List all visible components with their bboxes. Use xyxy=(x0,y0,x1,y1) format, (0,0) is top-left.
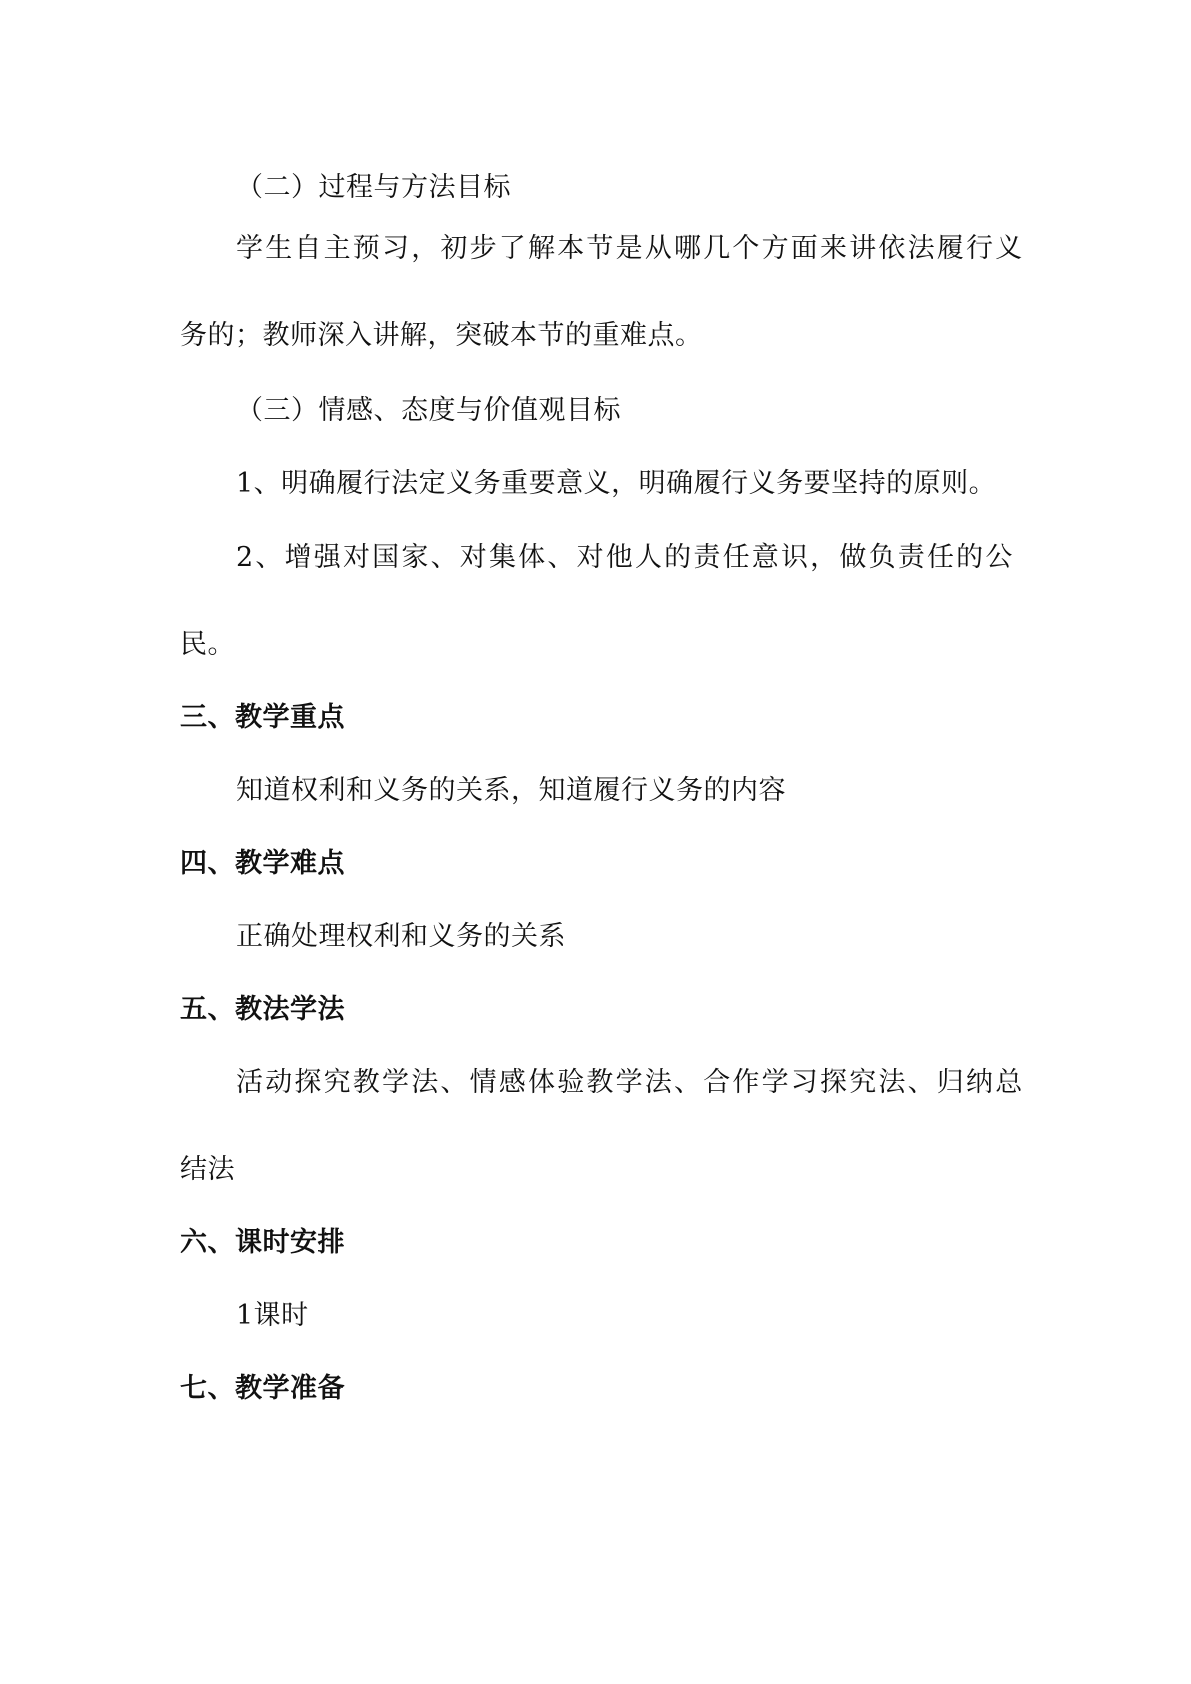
section-heading-class-schedule: 六、课时安排 xyxy=(180,1227,345,1258)
section-heading-teaching-preparation: 七、教学准备 xyxy=(180,1373,345,1404)
section-body: 1课时 xyxy=(236,1300,309,1331)
paragraph-line: 务的；教师深入讲解，突破本节的重难点。 xyxy=(180,320,703,351)
list-item: 1、明确履行法定义务重要意义，明确履行义务要坚持的原则。 xyxy=(236,468,997,499)
paragraph-line: 民。 xyxy=(180,629,235,660)
list-item: 2、增强对国家、对集体、对他人的责任意识，做负责任的公 xyxy=(236,542,1015,573)
section-heading-teaching-methods: 五、教法学法 xyxy=(180,994,345,1025)
section-heading-teaching-focus: 三、教学重点 xyxy=(180,702,345,733)
section-body: 正确处理权利和义务的关系 xyxy=(236,921,566,952)
paragraph-line: 结法 xyxy=(180,1154,235,1185)
paragraph-line: 学生自主预习，初步了解本节是从哪几个方面来讲依法履行义 xyxy=(236,233,1025,264)
paragraph-line: 活动探究教学法、情感体验教学法、合作学习探究法、归纳总 xyxy=(236,1067,1025,1098)
subsection-title-process-method: （二）过程与方法目标 xyxy=(236,172,511,203)
section-body: 知道权利和义务的关系，知道履行义务的内容 xyxy=(236,775,786,806)
section-heading-teaching-difficulty: 四、教学难点 xyxy=(180,848,345,879)
subsection-title-emotion-values: （三）情感、态度与价值观目标 xyxy=(236,395,621,426)
